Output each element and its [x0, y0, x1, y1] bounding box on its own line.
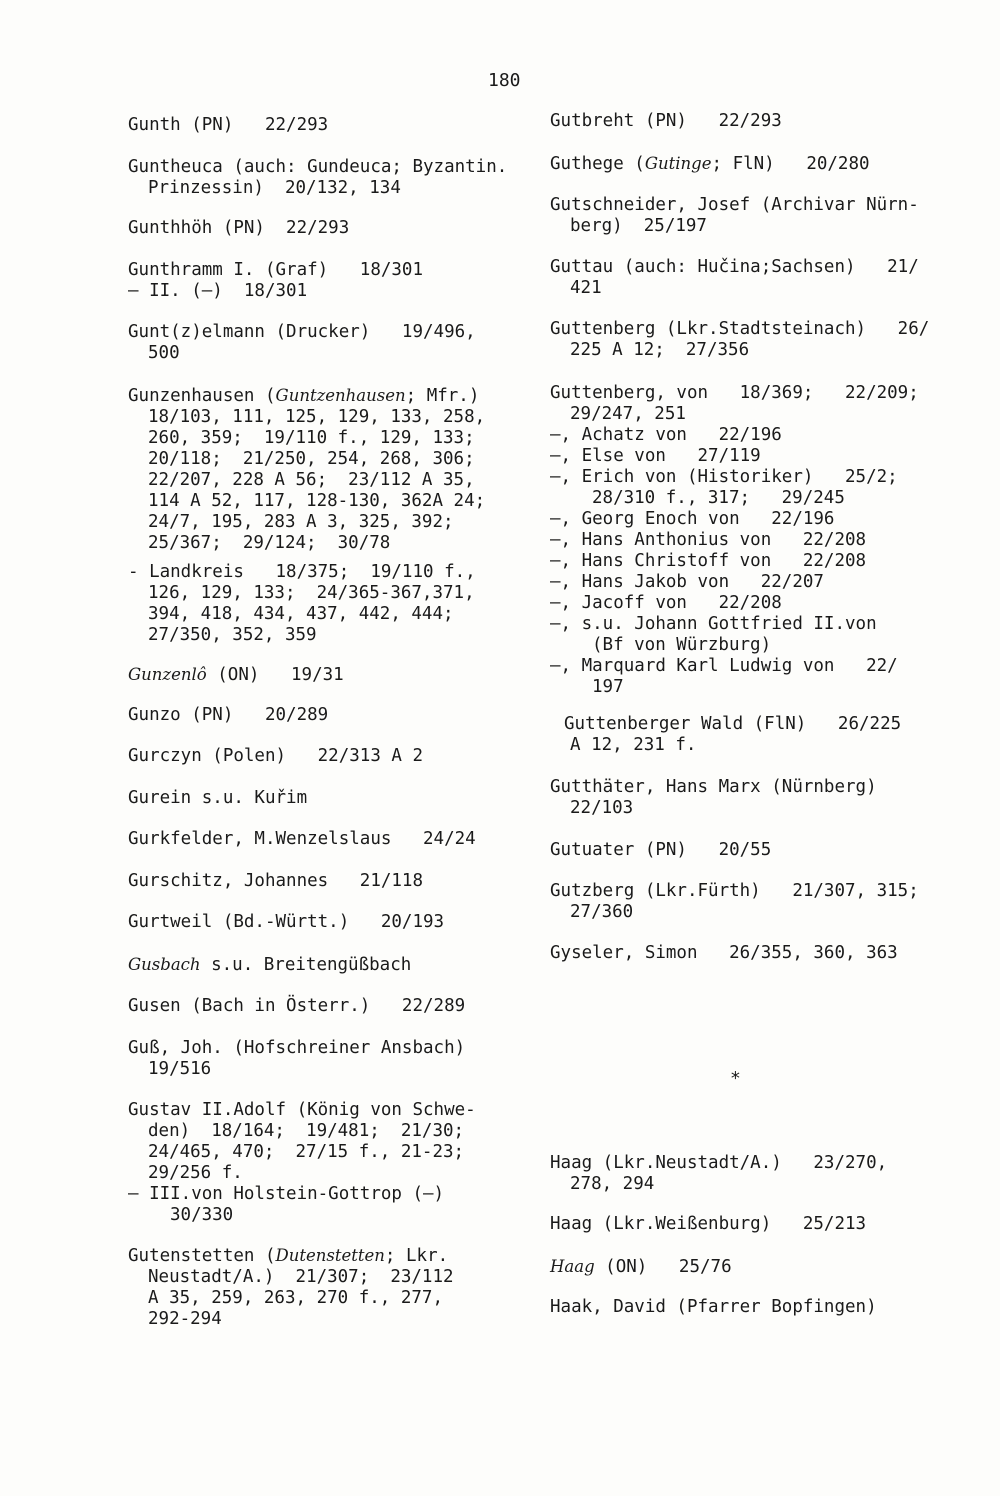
- index-entry: [128, 385, 518, 554]
- entry-text: —, Hans Anthonius von 22/208: [550, 530, 867, 550]
- entry-text: 24/7, 195, 283 A 3, 325, 392;: [148, 512, 454, 532]
- index-entry-line: [128, 788, 518, 809]
- index-entry-line: [550, 656, 930, 677]
- index-entry-line: [128, 1100, 518, 1121]
- entry-text: Guttau (auch: Hučina;Sachsen) 21/: [550, 257, 919, 277]
- index-entry-line: [128, 1309, 518, 1330]
- entry-text: 197: [592, 677, 624, 697]
- entry-text: Gunt(z)elmann (Drucker) 19/496,: [128, 322, 476, 342]
- entry-text: 225 A 12; 27/356: [570, 340, 750, 360]
- entry-text: 22/103: [570, 798, 634, 818]
- entry-text: 20/118; 21/250, 254, 268, 306;: [148, 449, 475, 469]
- entry-text: Gunthramm I. (Graf) 18/301: [128, 260, 424, 280]
- index-entry: [550, 840, 930, 861]
- index-entry-line: [550, 1297, 930, 1318]
- entry-text: 421: [570, 278, 602, 298]
- index-entry-line: [128, 583, 518, 604]
- index-entry-line: [128, 912, 518, 933]
- entry-italic-text: Guntzenhausen: [275, 386, 406, 405]
- index-entry-line: [550, 195, 930, 216]
- entry-text: Gunth (PN) 22/293: [128, 115, 329, 135]
- index-entry-line: [128, 1142, 518, 1163]
- index-entry-line: [550, 593, 930, 614]
- index-entry-line: [128, 871, 518, 892]
- entry-italic-text: Gunzenlô: [128, 665, 207, 684]
- entry-text: Gusen (Bach in Österr.) 22/289: [128, 996, 466, 1016]
- index-entry-line: [550, 425, 930, 446]
- index-entry-line: [128, 746, 518, 767]
- entry-text: — II. (—) 18/301: [128, 281, 308, 301]
- index-entry: [550, 195, 930, 237]
- entry-text: —, Else von 27/119: [550, 446, 761, 466]
- index-entry-line: [128, 829, 518, 850]
- index-entry: [128, 664, 518, 686]
- index-entry-line: [550, 488, 930, 509]
- index-entry-line: [550, 446, 930, 467]
- index-entry-line: [550, 530, 930, 551]
- entry-text: 30/330: [170, 1205, 234, 1225]
- entry-text: 27/360: [570, 902, 634, 922]
- index-entry-line: [550, 319, 930, 340]
- index-entry: [128, 562, 518, 646]
- index-entry: [128, 218, 518, 239]
- entry-text: 28/310 f., 317; 29/245: [592, 488, 845, 508]
- index-entry-line: [128, 449, 518, 470]
- entry-text: - Landkreis 18/375; 19/110 f.,: [128, 562, 476, 582]
- index-entry: [550, 714, 930, 756]
- index-entry-line: [550, 798, 930, 819]
- index-entry-line: [550, 635, 930, 656]
- entry-text: Guttenberg (Lkr.Stadtsteinach) 26/: [550, 319, 930, 339]
- entry-text: 27/350, 352, 359: [148, 625, 317, 645]
- entry-text: —, Achatz von 22/196: [550, 425, 782, 445]
- index-entry-line: [550, 111, 930, 132]
- entry-text: 126, 129, 133; 24/365-367,371,: [148, 583, 475, 603]
- entry-text: 29/247, 251: [570, 404, 686, 424]
- index-entry-line: [550, 902, 930, 923]
- index-entry-line: [550, 714, 930, 735]
- index-entry-line: [128, 322, 518, 343]
- entry-text: Guthege (: [550, 154, 645, 174]
- index-entry-line: [128, 664, 518, 686]
- index-entry: [550, 319, 930, 361]
- entry-text: Gunthhöh (PN) 22/293: [128, 218, 350, 238]
- entry-text: 22/207, 228 A 56; 23/112 A 35,: [148, 470, 475, 490]
- entry-text: —, Georg Enoch von 22/196: [550, 509, 835, 529]
- index-entry: [128, 115, 518, 136]
- entry-text: Gutbreht (PN) 22/293: [550, 111, 782, 131]
- entry-text: — III.von Holstein-Gottrop (—): [128, 1184, 445, 1204]
- index-entry-line: [128, 1121, 518, 1142]
- index-entry: [128, 954, 518, 976]
- index-entry-line: [128, 996, 518, 1017]
- entry-italic-text: Dutenstetten: [275, 1246, 385, 1265]
- index-entry-line: [550, 216, 930, 237]
- entry-text: Gurtweil (Bd.-Württ.) 20/193: [128, 912, 445, 932]
- page-number: 180: [488, 70, 521, 91]
- entry-text: ; Lkr.: [384, 1246, 449, 1266]
- index-entry: [550, 257, 930, 299]
- index-entry: [550, 111, 930, 132]
- index-entry-line: [550, 777, 930, 798]
- entry-text: 19/516: [148, 1059, 212, 1079]
- index-entry-line: [550, 677, 930, 698]
- entry-text: —, s.u. Johann Gottfried II.von: [550, 614, 877, 634]
- index-entry-line: [128, 512, 518, 533]
- entry-text: 18/103, 111, 125, 129, 133, 258,: [148, 407, 486, 427]
- index-entry-line: [550, 404, 930, 425]
- entry-text: Guß, Joh. (Hofschreiner Ansbach): [128, 1038, 466, 1058]
- index-entry: [550, 881, 930, 923]
- index-entry-line: [550, 257, 930, 278]
- index-entry-line: [128, 281, 518, 302]
- entry-text: (ON) 25/76: [594, 1257, 732, 1277]
- index-entry-line: [128, 260, 518, 281]
- index-entry-line: [128, 1184, 518, 1205]
- entry-text: berg) 25/197: [570, 216, 707, 236]
- index-entry: [550, 383, 930, 698]
- index-entry: [128, 746, 518, 767]
- entry-text: Gurkfelder, M.Wenzelslaus 24/24: [128, 829, 476, 849]
- index-entry-line: [128, 491, 518, 512]
- index-entry-line: [128, 343, 518, 364]
- entry-text: ; FlN) 20/280: [711, 154, 870, 174]
- index-entry-line: [128, 157, 518, 178]
- index-entry: [550, 1297, 930, 1318]
- section-separator-star: *: [730, 1068, 741, 1089]
- index-entry: [550, 153, 930, 175]
- entry-text: —, Hans Jakob von 22/207: [550, 572, 824, 592]
- entry-text: Prinzessin) 20/132, 134: [148, 178, 401, 198]
- index-entry-line: [550, 881, 930, 902]
- index-entry-line: [550, 840, 930, 861]
- entry-text: Guttenberger Wald (FlN) 26/225: [564, 714, 902, 734]
- entry-text: 29/256 f.: [148, 1163, 243, 1183]
- entry-text: Gurschitz, Johannes 21/118: [128, 871, 424, 891]
- index-entry-line: [550, 383, 930, 404]
- index-entry-line: [128, 1205, 518, 1226]
- entry-text: ; Mfr.): [405, 386, 480, 406]
- index-entry-line: [128, 1245, 518, 1267]
- entry-text: s.u. Breitengüßbach: [200, 955, 412, 975]
- index-entry-line: [128, 954, 518, 976]
- entry-italic-text: Haag: [550, 1257, 595, 1276]
- index-entry: [128, 322, 518, 364]
- entry-text: den) 18/164; 19/481; 21/30;: [148, 1121, 465, 1141]
- index-entry: [128, 912, 518, 933]
- entry-text: 500: [148, 343, 180, 363]
- index-entry: [128, 260, 518, 302]
- entry-text: (ON) 19/31: [206, 665, 344, 685]
- entry-text: Neustadt/A.) 21/307; 23/112: [148, 1267, 454, 1287]
- index-entry: [550, 943, 930, 964]
- entry-text: —, Jacoff von 22/208: [550, 593, 782, 613]
- index-entry-line: [128, 428, 518, 449]
- entry-text: 260, 359; 19/110 f., 129, 133;: [148, 428, 475, 448]
- entry-text: Gyseler, Simon 26/355, 360, 363: [550, 943, 898, 963]
- index-entry-line: [128, 604, 518, 625]
- index-entry-line: [550, 340, 930, 361]
- index-entry-line: [128, 533, 518, 554]
- entry-text: Haag (Lkr.Weißenburg) 25/213: [550, 1214, 867, 1234]
- entry-text: Gunzo (PN) 20/289: [128, 705, 329, 725]
- entry-text: 394, 418, 434, 437, 442, 444;: [148, 604, 454, 624]
- entry-text: Gurczyn (Polen) 22/313 A 2: [128, 746, 424, 766]
- index-entry-line: [550, 1214, 930, 1235]
- entry-text: (Bf von Würzburg): [592, 635, 772, 655]
- index-entry-line: [128, 385, 518, 407]
- index-entry: [128, 1038, 518, 1080]
- index-entry-line: [128, 218, 518, 239]
- index-entry-line: [128, 705, 518, 726]
- entry-text: —, Marquard Karl Ludwig von 22/: [550, 656, 898, 676]
- index-entry-line: [550, 1153, 930, 1174]
- index-entry: [128, 996, 518, 1017]
- index-entry-line: [550, 1256, 930, 1278]
- index-entry: [128, 705, 518, 726]
- index-entry-line: [128, 1059, 518, 1080]
- entry-text: Gutenstetten (: [128, 1246, 276, 1266]
- index-entry-line: [128, 1163, 518, 1184]
- index-entry: [128, 871, 518, 892]
- index-entry-line: [550, 509, 930, 530]
- entry-text: Haag (Lkr.Neustadt/A.) 23/270,: [550, 1153, 888, 1173]
- entry-text: 25/367; 29/124; 30/78: [148, 533, 391, 553]
- index-entry-line: [550, 735, 930, 756]
- entry-text: Gunzenhausen (: [128, 386, 276, 406]
- index-entry-line: [550, 278, 930, 299]
- index-entry-line: [550, 467, 930, 488]
- entry-text: Gustav II.Adolf (König von Schwe-: [128, 1100, 476, 1120]
- index-entry-line: [128, 470, 518, 491]
- index-entry: [550, 777, 930, 819]
- index-entry-line: [128, 178, 518, 199]
- index-entry: [128, 829, 518, 850]
- entry-text: Gutuater (PN) 20/55: [550, 840, 772, 860]
- entry-text: 278, 294: [570, 1174, 655, 1194]
- index-entry-line: [550, 153, 930, 175]
- index-entry: [550, 1214, 930, 1235]
- entry-text: Gurein s.u. Kuřim: [128, 788, 308, 808]
- entry-text: A 12, 231 f.: [570, 735, 697, 755]
- entry-text: Guntheuca (auch: Gundeuca; Byzantin.: [128, 157, 508, 177]
- index-entry-line: [128, 407, 518, 428]
- entry-text: 114 A 52, 117, 128-130, 362A 24;: [148, 491, 486, 511]
- entry-text: 292-294: [148, 1309, 222, 1329]
- index-entry-line: [128, 1038, 518, 1059]
- index-entry: [128, 157, 518, 199]
- entry-text: Gutthäter, Hans Marx (Nürnberg): [550, 777, 877, 797]
- index-entry: [550, 1153, 930, 1195]
- entry-italic-text: Gutinge: [644, 154, 712, 173]
- entry-text: A 35, 259, 263, 270 f., 277,: [148, 1288, 444, 1308]
- index-entry-line: [128, 1267, 518, 1288]
- index-entry: [128, 1100, 518, 1226]
- index-entry: [550, 1256, 930, 1278]
- index-entry-line: [128, 562, 518, 583]
- index-entry-line: [550, 943, 930, 964]
- index-entry-line: [128, 1288, 518, 1309]
- entry-text: Gutschneider, Josef (Archivar Nürn-: [550, 195, 919, 215]
- index-entry-line: [550, 1174, 930, 1195]
- entry-text: Gutzberg (Lkr.Fürth) 21/307, 315;: [550, 881, 919, 901]
- entry-italic-text: Gusbach: [128, 955, 201, 974]
- index-entry: [128, 788, 518, 809]
- entry-text: 24/465, 470; 27/15 f., 21-23;: [148, 1142, 465, 1162]
- index-entry-line: [128, 625, 518, 646]
- entry-text: Guttenberg, von 18/369; 22/209;: [550, 383, 919, 403]
- index-entry-line: [550, 551, 930, 572]
- index-entry-line: [550, 614, 930, 635]
- entry-text: —, Hans Christoff von 22/208: [550, 551, 867, 571]
- entry-text: —, Erich von (Historiker) 25/2;: [550, 467, 898, 487]
- entry-text: Haak, David (Pfarrer Bopfingen): [550, 1297, 877, 1317]
- index-entry: [128, 1245, 518, 1330]
- index-entry-line: [128, 115, 518, 136]
- index-entry-line: [550, 572, 930, 593]
